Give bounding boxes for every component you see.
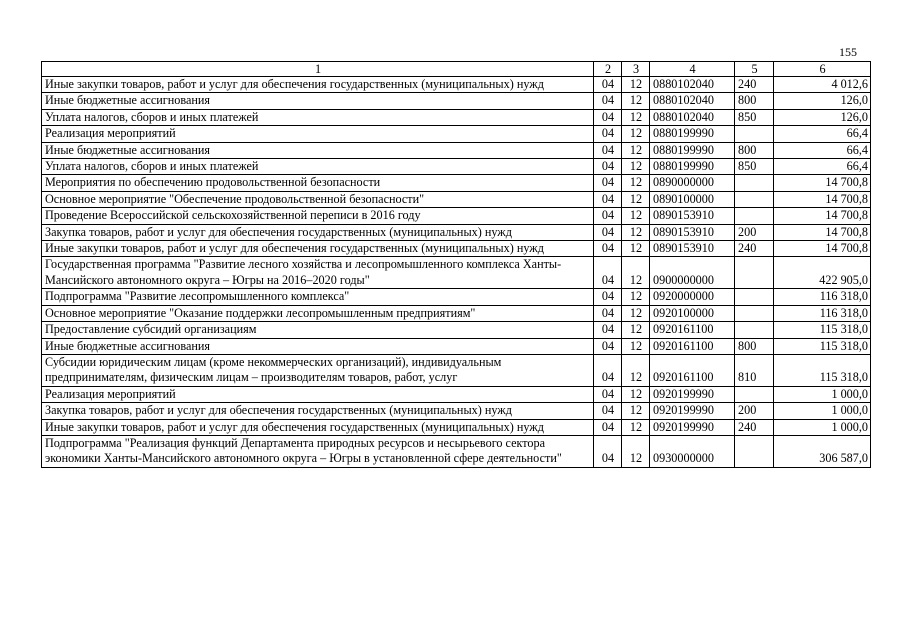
row-name: Иные закупки товаров, работ и услуг для обеспечения государственных (муниципальных) нужд bbox=[42, 77, 594, 93]
row-expense-type bbox=[735, 289, 774, 305]
row-name: Проведение Всероссийской сельскохозяйственной переписи в 2016 году bbox=[42, 208, 594, 224]
row-target-article: 0920199990 bbox=[650, 386, 735, 402]
row-section: 04 bbox=[594, 289, 622, 305]
row-expense-type bbox=[735, 386, 774, 402]
row-expense-type: 800 bbox=[735, 93, 774, 109]
row-section: 04 bbox=[594, 435, 622, 467]
row-section: 04 bbox=[594, 241, 622, 257]
row-expense-type: 800 bbox=[735, 142, 774, 158]
row-name: Реализация мероприятий bbox=[42, 126, 594, 142]
row-amount: 306 587,0 bbox=[774, 435, 871, 467]
table-row bbox=[42, 126, 871, 142]
row-target-article: 0880199990 bbox=[650, 142, 735, 158]
row-expense-type: 850 bbox=[735, 159, 774, 175]
header-col-6: 6 bbox=[774, 62, 871, 77]
row-target-article: 0920161100 bbox=[650, 338, 735, 354]
row-target-article: 0920199990 bbox=[650, 403, 735, 419]
row-target-article: 0890153910 bbox=[650, 208, 735, 224]
header-col-2: 2 bbox=[594, 62, 622, 77]
row-name: Уплата налогов, сборов и иных платежей bbox=[42, 159, 594, 175]
row-section: 04 bbox=[594, 126, 622, 142]
row-amount: 116 318,0 bbox=[774, 289, 871, 305]
row-expense-type bbox=[735, 257, 774, 289]
row-target-article: 0880102040 bbox=[650, 77, 735, 93]
row-amount: 14 700,8 bbox=[774, 224, 871, 240]
row-section: 04 bbox=[594, 208, 622, 224]
row-amount: 66,4 bbox=[774, 142, 871, 158]
table-row bbox=[42, 289, 871, 305]
row-subsection: 12 bbox=[622, 224, 650, 240]
row-section: 04 bbox=[594, 93, 622, 109]
row-subsection: 12 bbox=[622, 77, 650, 93]
table-row bbox=[42, 354, 871, 386]
row-subsection: 12 bbox=[622, 126, 650, 142]
row-target-article: 0880199990 bbox=[650, 159, 735, 175]
row-target-article: 0890000000 bbox=[650, 175, 735, 191]
row-expense-type bbox=[735, 208, 774, 224]
row-section: 04 bbox=[594, 419, 622, 435]
row-target-article: 0920199990 bbox=[650, 419, 735, 435]
row-name: Реализация мероприятий bbox=[42, 386, 594, 402]
row-section: 04 bbox=[594, 224, 622, 240]
row-expense-type: 850 bbox=[735, 109, 774, 125]
table-row bbox=[42, 93, 871, 109]
table-row bbox=[42, 77, 871, 93]
row-amount: 66,4 bbox=[774, 159, 871, 175]
row-name: Основное мероприятие "Обеспечение продовольственной безопасности" bbox=[42, 191, 594, 207]
table-row bbox=[42, 159, 871, 175]
row-expense-type: 810 bbox=[735, 354, 774, 386]
row-name: Субсидии юридическим лицам (кроме некоммерческих организаций), индивидуальным предпринимателям, физическим лицам – производителям товаров, работ, услуг bbox=[42, 354, 594, 386]
row-target-article: 0900000000 bbox=[650, 257, 735, 289]
row-subsection: 12 bbox=[622, 208, 650, 224]
row-section: 04 bbox=[594, 305, 622, 321]
row-amount: 422 905,0 bbox=[774, 257, 871, 289]
row-expense-type: 240 bbox=[735, 77, 774, 93]
row-name: Основное мероприятие "Оказание поддержки лесопромышленным предприятиям" bbox=[42, 305, 594, 321]
table-row bbox=[42, 305, 871, 321]
row-expense-type bbox=[735, 435, 774, 467]
row-name: Подпрограмма "Развитие лесопромышленного комплекса" bbox=[42, 289, 594, 305]
header-col-4: 4 bbox=[650, 62, 735, 77]
table-row bbox=[42, 142, 871, 158]
row-amount: 4 012,6 bbox=[774, 77, 871, 93]
row-target-article: 0880102040 bbox=[650, 109, 735, 125]
row-amount: 14 700,8 bbox=[774, 241, 871, 257]
row-name: Иные бюджетные ассигнования bbox=[42, 93, 594, 109]
row-subsection: 12 bbox=[622, 435, 650, 467]
row-amount: 1 000,0 bbox=[774, 386, 871, 402]
row-section: 04 bbox=[594, 159, 622, 175]
row-target-article: 0880199990 bbox=[650, 126, 735, 142]
row-target-article: 0920161100 bbox=[650, 354, 735, 386]
table-row bbox=[42, 241, 871, 257]
row-section: 04 bbox=[594, 386, 622, 402]
row-target-article: 0890153910 bbox=[650, 241, 735, 257]
row-name: Уплата налогов, сборов и иных платежей bbox=[42, 109, 594, 125]
row-amount: 1 000,0 bbox=[774, 403, 871, 419]
row-name: Иные бюджетные ассигнования bbox=[42, 142, 594, 158]
row-subsection: 12 bbox=[622, 338, 650, 354]
row-name: Иные закупки товаров, работ и услуг для обеспечения государственных (муниципальных) нужд bbox=[42, 241, 594, 257]
row-subsection: 12 bbox=[622, 403, 650, 419]
row-subsection: 12 bbox=[622, 159, 650, 175]
row-target-article: 0930000000 bbox=[650, 435, 735, 467]
row-subsection: 12 bbox=[622, 257, 650, 289]
row-section: 04 bbox=[594, 403, 622, 419]
row-subsection: 12 bbox=[622, 386, 650, 402]
row-name: Иные бюджетные ассигнования bbox=[42, 338, 594, 354]
row-expense-type bbox=[735, 126, 774, 142]
table-row bbox=[42, 208, 871, 224]
row-target-article: 0920161100 bbox=[650, 322, 735, 338]
row-amount: 1 000,0 bbox=[774, 419, 871, 435]
row-expense-type bbox=[735, 305, 774, 321]
row-subsection: 12 bbox=[622, 305, 650, 321]
row-amount: 66,4 bbox=[774, 126, 871, 142]
page-number: 155 bbox=[839, 45, 857, 59]
row-subsection: 12 bbox=[622, 191, 650, 207]
row-amount: 126,0 bbox=[774, 109, 871, 125]
row-subsection: 12 bbox=[622, 142, 650, 158]
row-section: 04 bbox=[594, 191, 622, 207]
row-subsection: 12 bbox=[622, 175, 650, 191]
row-section: 04 bbox=[594, 322, 622, 338]
row-section: 04 bbox=[594, 77, 622, 93]
row-amount: 14 700,8 bbox=[774, 208, 871, 224]
row-name: Иные закупки товаров, работ и услуг для обеспечения государственных (муниципальных) нужд bbox=[42, 419, 594, 435]
table-row bbox=[42, 435, 871, 467]
table-row bbox=[42, 109, 871, 125]
row-expense-type: 800 bbox=[735, 338, 774, 354]
row-section: 04 bbox=[594, 354, 622, 386]
row-expense-type bbox=[735, 322, 774, 338]
table-row bbox=[42, 419, 871, 435]
row-expense-type: 240 bbox=[735, 241, 774, 257]
table-row bbox=[42, 403, 871, 419]
row-subsection: 12 bbox=[622, 419, 650, 435]
row-subsection: 12 bbox=[622, 93, 650, 109]
row-amount: 14 700,8 bbox=[774, 175, 871, 191]
budget-table bbox=[41, 61, 871, 468]
row-section: 04 bbox=[594, 257, 622, 289]
row-amount: 116 318,0 bbox=[774, 305, 871, 321]
header-col-3: 3 bbox=[622, 62, 650, 77]
row-name: Подпрограмма "Реализация функций Департамента природных ресурсов и несырьевого сектора экономики Ханты-Мансийского автономного округа – Югры в установленной сфере деятельности" bbox=[42, 435, 594, 467]
row-subsection: 12 bbox=[622, 354, 650, 386]
row-subsection: 12 bbox=[622, 241, 650, 257]
row-name: Закупка товаров, работ и услуг для обеспечения государственных (муниципальных) нужд bbox=[42, 224, 594, 240]
row-subsection: 12 bbox=[622, 109, 650, 125]
row-amount: 115 318,0 bbox=[774, 338, 871, 354]
row-target-article: 0920100000 bbox=[650, 305, 735, 321]
row-target-article: 0920000000 bbox=[650, 289, 735, 305]
row-expense-type: 240 bbox=[735, 419, 774, 435]
table-row bbox=[42, 175, 871, 191]
table-row bbox=[42, 257, 871, 289]
row-target-article: 0890153910 bbox=[650, 224, 735, 240]
row-amount: 115 318,0 bbox=[774, 354, 871, 386]
row-name: Мероприятия по обеспечению продовольственной безопасности bbox=[42, 175, 594, 191]
row-subsection: 12 bbox=[622, 322, 650, 338]
header-col-5: 5 bbox=[735, 62, 774, 77]
row-subsection: 12 bbox=[622, 289, 650, 305]
header-col-1: 1 bbox=[42, 62, 594, 77]
header-row bbox=[42, 62, 871, 77]
row-section: 04 bbox=[594, 109, 622, 125]
row-amount: 126,0 bbox=[774, 93, 871, 109]
row-target-article: 0890100000 bbox=[650, 191, 735, 207]
row-name: Закупка товаров, работ и услуг для обеспечения государственных (муниципальных) нужд bbox=[42, 403, 594, 419]
row-section: 04 bbox=[594, 175, 622, 191]
row-expense-type: 200 bbox=[735, 224, 774, 240]
table-row bbox=[42, 322, 871, 338]
row-amount: 14 700,8 bbox=[774, 191, 871, 207]
row-section: 04 bbox=[594, 338, 622, 354]
row-name: Государственная программа "Развитие лесного хозяйства и лесопромышленного комплекса Ханты-Мансийского автономного округа – Югры на 2016–2020 годы" bbox=[42, 257, 594, 289]
table-row bbox=[42, 191, 871, 207]
table-row bbox=[42, 386, 871, 402]
row-name: Предоставление субсидий организациям bbox=[42, 322, 594, 338]
row-expense-type bbox=[735, 175, 774, 191]
row-target-article: 0880102040 bbox=[650, 93, 735, 109]
row-section: 04 bbox=[594, 142, 622, 158]
table-row bbox=[42, 338, 871, 354]
row-amount: 115 318,0 bbox=[774, 322, 871, 338]
row-expense-type: 200 bbox=[735, 403, 774, 419]
row-expense-type bbox=[735, 191, 774, 207]
table-row bbox=[42, 224, 871, 240]
table-body bbox=[42, 77, 871, 468]
